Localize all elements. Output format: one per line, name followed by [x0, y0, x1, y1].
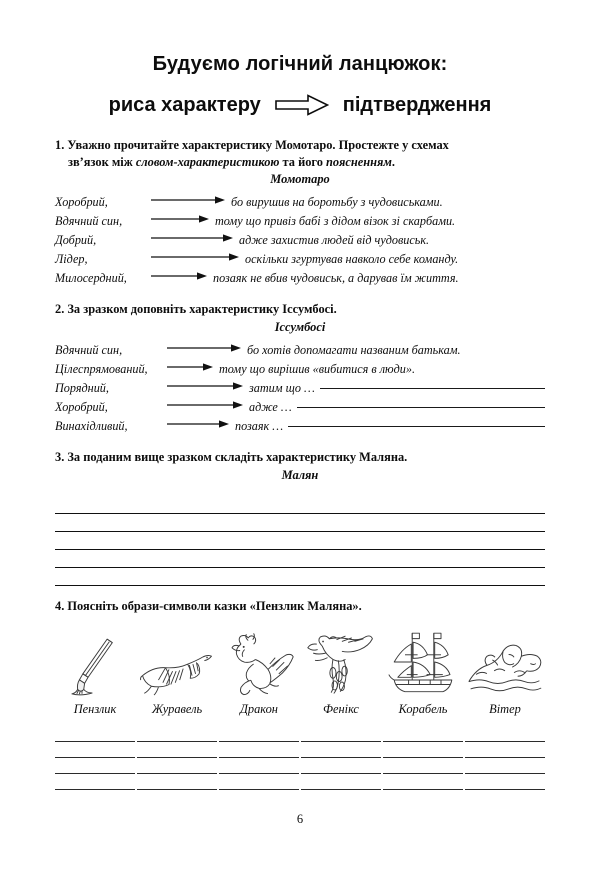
answer-line[interactable] — [301, 758, 381, 774]
task-1-prompt — [55, 137, 545, 170]
explanation-text — [213, 271, 545, 286]
task-1-prompt-mid: та його — [279, 154, 327, 169]
symbol-illustration-row — [55, 625, 545, 717]
task-2 — [55, 301, 545, 433]
symbol-label: Пензлик — [73, 701, 117, 716]
chain-arrow-icon — [167, 395, 249, 414]
wind-waves-icon — [465, 625, 545, 697]
explanation-label: оскільки згуртував навколо себе команду. — [245, 251, 459, 266]
phoenix-icon — [301, 625, 381, 697]
chain-row — [55, 190, 545, 209]
chain-row — [55, 395, 545, 414]
answer-line[interactable] — [465, 758, 545, 774]
answer-line[interactable] — [137, 774, 217, 790]
symbol-answer-column — [301, 726, 381, 790]
page-title — [55, 0, 545, 117]
task-1-prompt-line2 — [55, 154, 545, 171]
symbol-item — [55, 625, 135, 717]
chain-arrow-icon — [151, 228, 239, 247]
task-4 — [55, 598, 545, 790]
task-1-chain — [55, 190, 545, 285]
chain-arrow-icon — [151, 209, 215, 228]
explanation-text — [215, 214, 545, 229]
explanation-text — [249, 380, 545, 396]
explanation-label: адже захистив людей від чудовиськ. — [239, 232, 430, 247]
explanation-label: адже … — [249, 399, 292, 414]
trait-label: Милосердний, — [55, 270, 127, 285]
trait-label: Добрий, — [55, 232, 97, 247]
symbol-label: Корабель — [398, 701, 448, 716]
symbol-item — [137, 625, 217, 717]
explanation-label: позаяк … — [235, 418, 284, 433]
chain-arrow-icon — [167, 357, 219, 376]
task-3-prompt: 3. За поданим вище зразком складіть характеристику Маляна. — [55, 450, 408, 465]
answer-line[interactable] — [465, 742, 545, 758]
explanation-text — [239, 233, 545, 248]
chain-row — [55, 357, 545, 376]
task-2-hero-name: Іссумбосі — [274, 320, 326, 335]
answer-line[interactable] — [383, 758, 463, 774]
explanation-label: тому що привіз бабі з дідом візок зі скарбами. — [215, 213, 456, 228]
task-1-prompt-line1: 1. Уважно прочитайте характеристику Момотаро. Простежте у схемах — [55, 138, 449, 152]
chain-arrow-icon — [151, 266, 213, 285]
task-4-prompt: 4. Поясніть образи-символи казки «Пензлик Маляна». — [55, 598, 362, 613]
symbol-item — [219, 625, 299, 717]
answer-line[interactable] — [55, 514, 545, 532]
title-line-1: Будуємо логічний ланцюжок: — [152, 53, 448, 75]
explanation-text — [245, 252, 545, 267]
chain-arrow-icon — [167, 338, 247, 357]
symbol-item — [301, 625, 381, 717]
answer-line[interactable] — [219, 774, 299, 790]
crane-bird-icon — [137, 625, 217, 697]
dragon-icon — [219, 625, 299, 697]
task-1 — [55, 137, 545, 285]
chain-row — [55, 414, 545, 433]
task-1-prompt-end: . — [391, 154, 395, 169]
task-1-prompt-em1: словом-характеристикою — [135, 154, 280, 169]
explanation-text — [235, 418, 545, 434]
task-1-prompt-pre: зв’язок між — [68, 154, 136, 169]
answer-blank[interactable] — [288, 415, 545, 427]
chain-row — [55, 376, 545, 395]
right-arrow-outline-icon — [275, 94, 329, 116]
symbol-answer-grid[interactable] — [55, 726, 545, 790]
task-3-hero-name: Малян — [281, 467, 319, 482]
explanation-label: тому що вирішив «вибитися в люди». — [219, 361, 416, 376]
task-3 — [55, 449, 545, 586]
task-2-prompt: 2. За зразком доповніть характеристику Іссумбосі. — [55, 302, 337, 317]
symbol-answer-column — [383, 726, 463, 790]
symbol-item — [465, 625, 545, 717]
explanation-label: затим що … — [249, 380, 315, 395]
symbol-answer-column — [465, 726, 545, 790]
symbol-answer-column — [137, 726, 217, 790]
answer-line[interactable] — [465, 726, 545, 742]
answer-line[interactable] — [55, 742, 135, 758]
answer-line[interactable] — [55, 496, 545, 514]
answer-line[interactable] — [219, 742, 299, 758]
answer-line[interactable] — [55, 568, 545, 586]
answer-line[interactable] — [383, 726, 463, 742]
answer-line[interactable] — [137, 742, 217, 758]
trait-label: Цілеспрямований, — [55, 361, 148, 376]
chain-arrow-icon — [151, 190, 231, 209]
symbol-item — [383, 625, 463, 717]
symbol-label: Журавель — [151, 701, 203, 716]
answer-line[interactable] — [301, 726, 381, 742]
symbol-label: Дракон — [240, 701, 278, 716]
title-line-2 — [55, 93, 545, 117]
trait-label: Винахідливий, — [55, 418, 128, 433]
trait-label: Хоробрий, — [55, 194, 108, 209]
explanation-label: позаяк не вбив чудовиськ, а дарував їм життя. — [213, 270, 459, 285]
explanation-label: бо вирушив на боротьбу з чудовиськами. — [231, 194, 443, 209]
explanation-text — [249, 399, 545, 415]
chain-arrow-icon — [167, 376, 249, 395]
answer-line[interactable] — [301, 742, 381, 758]
task-1-prompt-em2: поясненням — [326, 154, 392, 169]
explanation-text — [231, 195, 545, 210]
title-left-term: риса характеру — [108, 94, 261, 116]
answer-line[interactable] — [301, 774, 381, 790]
page-number: 6 — [296, 812, 304, 826]
answer-blank[interactable] — [320, 377, 545, 389]
chain-arrow-icon — [167, 414, 235, 433]
task-2-chain — [55, 338, 545, 433]
paintbrush-icon — [55, 625, 135, 697]
chain-row — [55, 266, 545, 285]
sailing-ship-icon — [383, 625, 463, 697]
answer-line[interactable] — [137, 758, 217, 774]
trait-label: Вдячний син, — [55, 342, 123, 357]
task-3-answer-lines[interactable] — [55, 496, 545, 586]
explanation-text — [247, 343, 545, 358]
symbol-label: Вітер — [489, 701, 521, 716]
answer-line[interactable] — [55, 550, 545, 568]
title-right-term: підтвердження — [342, 94, 492, 116]
trait-label: Вдячний син, — [55, 213, 123, 228]
answer-line[interactable] — [55, 774, 135, 790]
answer-line[interactable] — [55, 726, 135, 742]
answer-line[interactable] — [383, 774, 463, 790]
answer-line[interactable] — [219, 758, 299, 774]
trait-label: Лідер, — [55, 251, 88, 266]
chain-row — [55, 209, 545, 228]
answer-line[interactable] — [219, 726, 299, 742]
answer-line[interactable] — [465, 774, 545, 790]
chain-arrow-icon — [151, 247, 245, 266]
answer-line[interactable] — [55, 758, 135, 774]
explanation-text — [219, 362, 545, 377]
chain-row — [55, 228, 545, 247]
symbol-answer-column — [55, 726, 135, 790]
explanation-label: бо хотів допомагати названим батькам. — [247, 342, 461, 357]
trait-label: Порядний, — [55, 380, 109, 395]
chain-row — [55, 338, 545, 357]
chain-row — [55, 247, 545, 266]
answer-blank[interactable] — [297, 396, 545, 408]
answer-line[interactable] — [137, 726, 217, 742]
trait-label: Хоробрий, — [55, 399, 108, 414]
task-1-hero-name: Момотаро — [270, 172, 330, 187]
answer-line[interactable] — [383, 742, 463, 758]
symbol-answer-column — [219, 726, 299, 790]
answer-line[interactable] — [55, 532, 545, 550]
symbol-label: Фенікс — [323, 701, 359, 716]
